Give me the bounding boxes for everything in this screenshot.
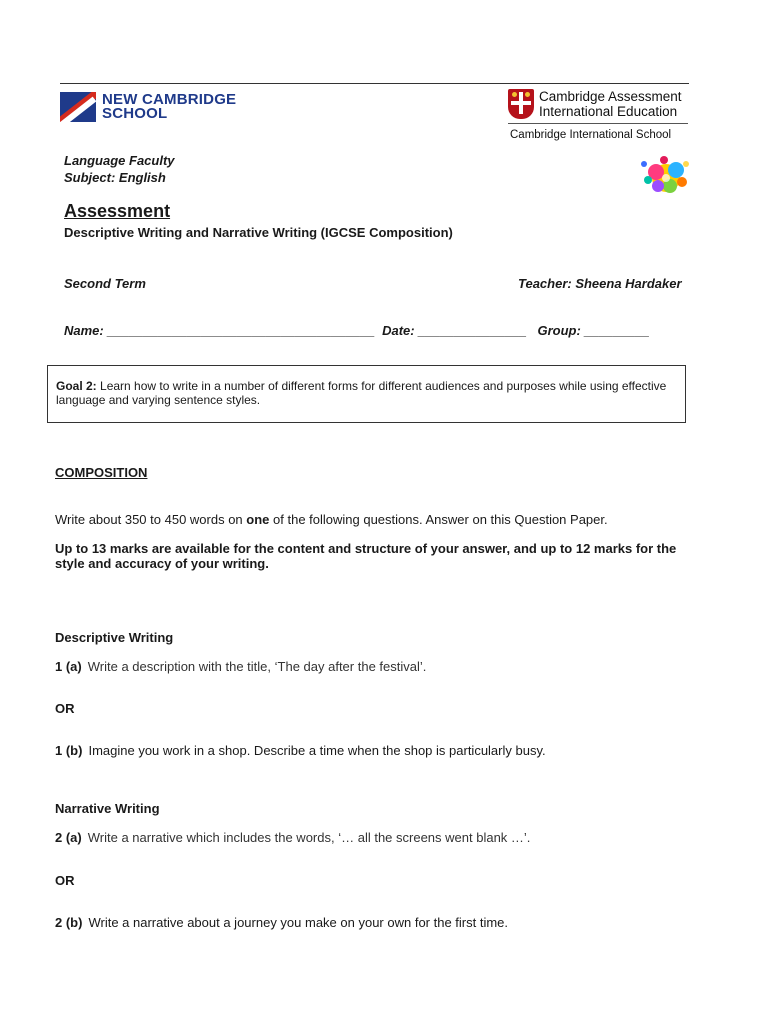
narrative-heading: Narrative Writing (55, 801, 160, 816)
school-logo-line2: SCHOOL (102, 105, 168, 122)
marks-note: Up to 13 marks are available for the content and structure of your answer, and up to 12 marks for the style and accuracy of your writing. (55, 541, 677, 571)
question-2a-number: 2 (a) (55, 830, 82, 845)
school-logo-line1: NEW CAMBRIDGE (102, 91, 237, 108)
cambridge-assessment-logo (508, 89, 688, 141)
cambridge-sub: Cambridge International School (510, 129, 672, 141)
faculty-info (64, 152, 175, 186)
instruction-pre: Write about 350 to 450 words on (55, 512, 247, 527)
question-2a-text: Write a narrative which includes the words, ‘… all the screens went blank …’. (87, 830, 531, 845)
term-label: Second Term (64, 276, 146, 291)
student-fields: Name: _____________________________________ Date: _______________ Group: _________ (64, 323, 650, 338)
goal-text: Learn how to write in a number of different forms for different audiences and purposes while using effective language and varying sentence styles. (56, 379, 667, 407)
composition-instruction (55, 512, 608, 527)
question-1a-number: 1 (a) (55, 659, 82, 674)
cambridge-shield-icon (508, 89, 534, 119)
or-separator-1: OR (55, 701, 75, 716)
top-divider (60, 83, 689, 84)
question-1b-number: 1 (b) (55, 743, 83, 758)
goal-label: Goal 2: (56, 379, 97, 393)
instruction-post: of the following questions. Answer on this Question Paper. (269, 512, 608, 527)
question-1b-text: Imagine you work in a shop. Describe a time when the shop is particularly busy. (88, 743, 546, 758)
question-2b-number: 2 (b) (55, 915, 83, 930)
new-cambridge-school-logo (60, 91, 236, 123)
faculty-line: Language Faculty (64, 153, 175, 168)
subject-line: Subject: English (64, 170, 166, 185)
descriptive-heading: Descriptive Writing (55, 630, 174, 645)
goal-box (47, 365, 686, 423)
instruction-bold: one (246, 512, 270, 527)
page-subtitle: Descriptive Writing and Narrative Writing (IGCSE Composition) (64, 225, 453, 240)
question-2b-text: Write a narrative about a journey you make on your own for the first time. (88, 915, 509, 930)
question-2a (55, 830, 530, 845)
question-2b (55, 915, 508, 930)
colorful-splash-icon (634, 150, 698, 202)
page-title: Assessment (64, 201, 171, 221)
question-1a-text: Write a description with the title, ‘The day after the festival’. (87, 659, 427, 674)
question-1a (55, 659, 426, 674)
new-cambridge-school-flag-icon (60, 92, 96, 122)
composition-heading: COMPOSITION (55, 465, 148, 480)
school-logo-text (102, 93, 236, 121)
question-1b (55, 743, 546, 758)
teacher-label: Teacher: Sheena Hardaker (518, 276, 682, 291)
cambridge-line1: Cambridge Assessment (539, 89, 682, 104)
cambridge-line2: International Education (539, 104, 678, 119)
cambridge-divider (508, 123, 688, 124)
or-separator-2: OR (55, 873, 75, 888)
